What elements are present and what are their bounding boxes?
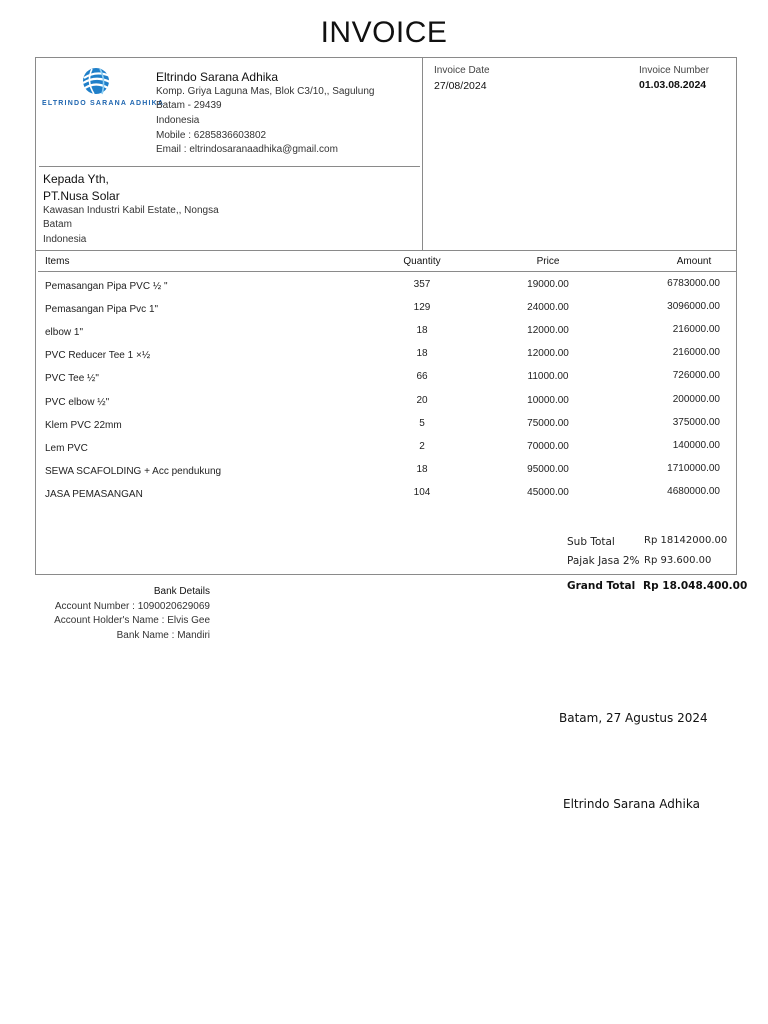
item-amount: 3096000.00 (667, 301, 720, 312)
item-name: JASA PEMASANGAN (45, 489, 143, 500)
bank-name: Bank Name : Mandiri (116, 630, 210, 641)
item-price: 10000.00 (527, 395, 569, 406)
column-header-items: Items (45, 256, 70, 267)
item-quantity: 18 (416, 325, 428, 336)
bank-details-heading: Bank Details (153, 586, 210, 597)
signature-name: Eltrindo Sarana Adhika (563, 797, 700, 811)
invoice-number-value: 01.03.08.2024 (639, 79, 707, 91)
recipient-city: Batam (43, 219, 72, 230)
item-name: Pemasangan Pipa Pvc 1" (45, 304, 159, 315)
item-quantity: 66 (416, 371, 428, 382)
item-price: 11000.00 (527, 371, 569, 382)
item-amount: 6783000.00 (667, 278, 720, 289)
item-amount: 375000.00 (672, 417, 720, 428)
company-country: Indonesia (156, 115, 200, 126)
header-divider-vertical (422, 58, 423, 250)
item-name: PVC elbow ½" (45, 397, 110, 408)
item-amount: 216000.00 (672, 347, 720, 358)
item-amount: 200000.00 (672, 394, 720, 405)
item-amount: 4680000.00 (667, 486, 720, 497)
recipient-name: PT.Nusa Solar (43, 189, 120, 203)
grand-total-label: Grand Total (567, 580, 636, 592)
tax-label: Pajak Jasa 2% (567, 555, 640, 567)
item-amount: 140000.00 (672, 440, 720, 451)
item-name: PVC Reducer Tee 1 ×½ (45, 350, 151, 361)
item-quantity: 129 (413, 302, 431, 313)
column-header-price: Price (536, 256, 560, 267)
invoice-date-value: 27/08/2024 (434, 80, 487, 92)
signature-place-date: Batam, 27 Agustus 2024 (559, 711, 708, 725)
item-price: 12000.00 (527, 348, 569, 359)
globe-icon (42, 66, 150, 100)
recipient-country: Indonesia (43, 234, 87, 245)
company-logo (42, 66, 165, 110)
item-price: 12000.00 (527, 325, 569, 336)
logo-wordmark: ELTRINDO SARANA ADHIKA (42, 100, 165, 107)
item-price: 45000.00 (527, 487, 569, 498)
header-bottom-line (36, 250, 736, 251)
company-divider (39, 166, 420, 167)
table-header-line (38, 271, 736, 272)
column-header-quantity: Quantity (403, 256, 441, 267)
item-quantity: 18 (416, 348, 428, 359)
item-name: Lem PVC (45, 443, 88, 454)
grand-total-value: Rp 18.048.400.00 (643, 580, 748, 592)
item-price: 75000.00 (527, 418, 569, 429)
item-quantity: 18 (416, 464, 428, 475)
item-name: Pemasangan Pipa PVC ½ " (45, 281, 168, 292)
item-quantity: 104 (413, 487, 431, 498)
company-address-2: Batam - 29439 (156, 100, 222, 111)
item-quantity: 20 (416, 395, 428, 406)
item-price: 95000.00 (527, 464, 569, 475)
subtotal-value: Rp 18142000.00 (644, 535, 728, 546)
company-address-1: Komp. Griya Laguna Mas, Blok C3/10,, Sagulung (156, 86, 375, 97)
item-name: PVC Tee ½" (45, 373, 99, 384)
item-price: 70000.00 (527, 441, 569, 452)
item-quantity: 357 (413, 279, 431, 290)
company-email: Email : eltrindosaranaadhika@gmail.com (156, 144, 338, 155)
item-price: 19000.00 (527, 279, 569, 290)
item-name: SEWA SCAFOLDING + Acc pendukung (45, 466, 222, 477)
bank-account-holder: Account Holder's Name : Elvis Gee (54, 615, 210, 626)
invoice-date-label: Invoice Date (434, 65, 490, 76)
tax-value: Rp 93.600.00 (644, 555, 712, 566)
item-amount: 726000.00 (672, 370, 720, 381)
company-mobile: Mobile : 6285836603802 (156, 130, 267, 141)
column-header-amount: Amount (676, 256, 712, 267)
bank-account-number: Account Number : 1090020629069 (54, 601, 210, 612)
item-price: 24000.00 (527, 302, 569, 313)
item-name: elbow 1" (45, 327, 84, 338)
company-name: Eltrindo Sarana Adhika (156, 70, 279, 84)
item-amount: 1710000.00 (667, 463, 720, 474)
recipient-address: Kawasan Industri Kabil Estate,, Nongsa (43, 205, 219, 216)
item-quantity: 5 (419, 418, 425, 429)
item-amount: 216000.00 (672, 324, 720, 335)
invoice-title: INVOICE (320, 16, 448, 49)
invoice-number-label: Invoice Number (639, 65, 710, 76)
recipient-salutation: Kepada Yth, (43, 172, 109, 186)
item-quantity: 2 (419, 441, 425, 452)
subtotal-label: Sub Total (567, 536, 615, 548)
item-name: Klem PVC 22mm (45, 420, 122, 431)
